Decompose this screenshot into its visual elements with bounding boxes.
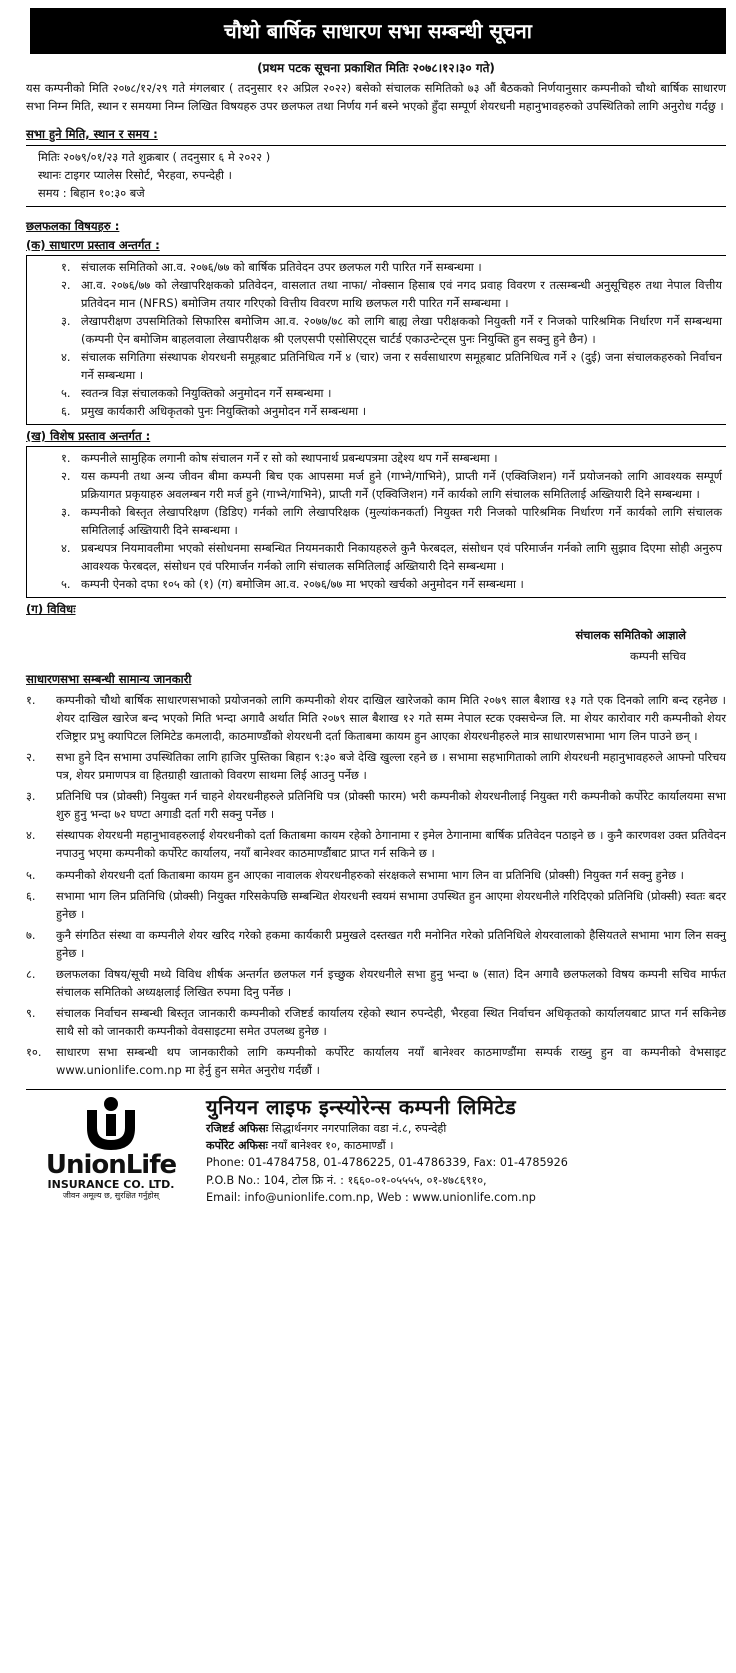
agenda-item: [61, 402, 722, 420]
info-item: [26, 787, 726, 823]
info-item-text: कम्पनीको चौथो बार्षिक साधारणसभाको प्रयोजनको लागि कम्पनीको शेयर दाखिल खारेजको काम मिति २०७९ साल बैशाख १३ गते एक दिनको लागि बन्द रहनेछ । शेयर दाखिल खारेज बन्द भएको मिति भन्दा अगावै अर्थात मिति २०७९ साल बैशाख १२ गते सम्म नेपाल स्टक एक्सचेन्ज लि. मा शेयर कारोवार गरी कम्पनीको शेयर रजिष्ट्रार प्रभु क्यापिटल लिमिटेड कमलादी, काठमाण्डौंको शेयरधनी दर्ता किताबमा कायम हुन आएका शेयरधनीहरुले मात्र साधारणसभामा भाग लिन पाउने छन् ।: [56, 693, 726, 744]
meeting-details: [26, 145, 726, 207]
info-item-number: ५.: [26, 867, 36, 882]
agenda-heading: छलफलका विषयहरु :: [26, 219, 120, 234]
agenda-item-number: ४.: [61, 541, 71, 556]
general-resolution-heading: (क) साधारण प्रस्ताव अन्तर्गत :: [26, 237, 160, 252]
corporate-office-value: नयाँ बानेश्वर १०, काठमाण्डौं ।: [267, 1139, 394, 1153]
agenda-item: [61, 384, 722, 402]
info-item: [26, 748, 726, 784]
special-resolution-list: [26, 446, 726, 598]
agenda-item-number: २.: [61, 469, 71, 484]
info-item-number: ६.: [26, 888, 36, 903]
info-item: [26, 826, 726, 862]
info-item: [26, 866, 726, 884]
general-info-list: [26, 691, 726, 1078]
agenda-item-text: स्वतन्त्र विज्ञ संचालकको नियुक्तिको अनुमोदन गर्ने सम्बन्धमा ।: [81, 385, 332, 400]
agenda-item: [61, 258, 722, 276]
agenda-item: [61, 503, 722, 539]
agenda-item-text: लेखापरीक्षण उपसमितिको सिफारिस बमोजिम आ.व. २०७७/७८ को लागि बाह्य लेखा परीक्षकको नियुक्ती गर्ने र निजको पारिश्रमिक निर्धारण गर्ने सम्बन्धमा (कम्पनी ऐन बमोजिम बाहलवाला लेखापरीक्षक श्री एलएसपी एसोसिएट्स चार्टर्ड एकाउन्टेन्ट्स पुनः नियुक्ति हुन सक्नु हुने छैन) ।: [81, 313, 722, 346]
info-item-text: संस्थापक शेयरधनी महानुभावहरुलाई शेयरधनीको दर्ता किताबमा कायम रहेको ठेगानामा र इमेल ठेगानामा बार्षिक प्रतिवेदन पठाइने छ । कुनै कारणवश उक्त प्रतिवेदन नपाउनु भएमा कम्पनीको कर्पोरेट कार्यालय, नयाँ बानेश्वर काठमाण्डौंबाट प्राप्त गर्न सकिने छ ।: [56, 828, 726, 861]
logo-wordmark: UnionLife: [45, 1149, 177, 1180]
info-item-text: सभामा भाग लिन प्रतिनिधि (प्रोक्सी) नियुक्त गरिसकेपछि सम्बन्धित शेयरधनी स्वयमं सभामा उपस्थित हुन आएमा शेयरधनीले गरिदिएको प्रतिनिधि (प्रोक्सी) स्वतः बदर हुनेछ ।: [56, 888, 726, 921]
info-item: [26, 965, 726, 1001]
info-item-text: साधारण सभा सम्बन्धी थप जानकारीको लागि कम्पनीको कर्पोरेट कार्यालय नयाँ बानेश्वर काठमाण्डौंमा सम्पर्क राख्नु हुन वा कम्पनीको वेभसाइट www.unionlife.com.np मा हेर्नु हुन समेत अनुरोध गर्दछौं ।: [56, 1044, 726, 1077]
agenda-item-text: कम्पनी ऐनको दफा १०५ को (१) (ग) बमोजिम आ.व. २०७६/७७ मा भएको खर्चको अनुमोदन गर्ने सम्बन्धमा ।: [81, 577, 524, 592]
agenda-item: [61, 312, 722, 348]
agenda-item-text: कम्पनीले सामुहिक लगानी कोष संचालन गर्ने र सो को स्थापनार्थ प्रबन्धपत्रमा उद्देश्य थप गर्ने सम्बन्धमा ।: [81, 451, 498, 466]
agenda-item-text: प्रबन्धपत्र नियमावलीमा भएको संसोधनमा सम्बन्धित नियमनकारी निकायहरुले कुनै फेरबदल, संसोधन एवं परिमार्जन गर्नको लागि सुझाव दिएमा सोही अनुरुप आवश्यक फेरबदल, संसोधन एवं परिमार्जन गर्नको लागि संचालक समितिलाई अख्तियारी दिने सम्बन्धमा ।: [81, 541, 722, 574]
contact-details: [196, 1094, 726, 1207]
registered-office-value: सिद्धार्थनगर नगरपालिका वडा नं.८, रुपन्देही: [268, 1121, 447, 1135]
company-footer: [26, 1089, 726, 1207]
registered-office: [206, 1120, 726, 1137]
info-item-number: १.: [26, 693, 36, 708]
agenda-item-number: १.: [61, 259, 71, 274]
info-item-text: छलफलका विषय/सूची मध्ये विविध शीर्षक अन्तर्गत छलफल गर्न इच्छुक शेयरधनीले सभा हुनु भन्दा ७ (सात) दिन अगावै छलफलको विषय कम्पनी सचिव मार्फत संचालक समितिको अध्यक्षलाई लिखित रुपमा दिनु पर्नेछ ।: [56, 966, 726, 999]
agenda-item-number: ५.: [61, 385, 71, 400]
agenda-item-text: संचालक समितिको आ.व. २०७६/७७ को बार्षिक प्रतिवेदन उपर छलफल गरी पारित गर्ने सम्बन्धमा ।: [81, 259, 482, 274]
agenda-item: [61, 467, 722, 503]
agenda-item-number: ६.: [61, 403, 71, 418]
signoff-role: कम्पनी सचिव: [630, 649, 686, 664]
info-item-number: ९.: [26, 1005, 36, 1020]
agenda-item-number: २.: [61, 277, 71, 292]
info-item: [26, 926, 726, 962]
logo-tagline: जीवन अमूल्य छ, सुरक्षित गर्नुहोस्: [62, 1190, 160, 1200]
general-info-heading: साधारणसभा सम्बन्धी सामान्य जानकारी: [26, 672, 192, 687]
meeting-time: समय : बिहान १०:३० बजे: [38, 186, 145, 201]
agenda-item-number: ४.: [61, 349, 71, 364]
agenda-item-text: संचालक सगितिगा संस्थापक शेयरधनी समूहबाट प्रतिनिधित्व गर्ने ४ (चार) जना र सर्वसाधारण समूहबाट प्रतिनिधित्व गर्ने २ (दुई) जना संचालकहरुको निर्वाचन गर्ने सम्बन्धमा ।: [81, 349, 722, 382]
agenda-item-number: ३.: [61, 313, 71, 328]
po-box-tollfree: P.O.B No.: 104, टोल फ्रि नं. : १६६०-०१-०५५५५, ०१-४७८६९१०,: [206, 1173, 487, 1187]
intro-paragraph: यस कम्पनीको मिति २०७८/१२/२९ गते मंगलबार ( तदनुसार १२ अप्रिल २०२२) बसेको संचालक समितिको ७३ औं बैठकको निर्णयानुसार कम्पनीको चौथो बार्षिक साधारण सभा निम्न मिति, स्थान र समयमा निम्न लिखित विषयहरु उपर छलफल तथा निर्णय गर्न बस्ने भएको हुँदा सम्पूर्ण शेयरधनी महानुभावहरुको उपस्थितिको लागि अनुरोध गर्दछु ।: [26, 80, 726, 113]
phone-fax: Phone: 01-4784758, 01-4786225, 01-4786339, Fax: 01-4785926: [206, 1156, 568, 1170]
company-name: युनियन लाइफ इन्स्योरेन्स कम्पनी लिमिटेड: [206, 1094, 517, 1119]
info-item-number: १०.: [26, 1044, 42, 1059]
agenda-item: [61, 348, 722, 384]
info-item-text: कुनै संगठित संस्था वा कम्पनीले शेयर खरिद गरेको हकमा कार्यकारी प्रमुखले दस्तखत गरी मनोनित गरेको प्रतिनिधिले शेयरवालाको हैसियतले सभामा भाग लिन सक्नु हुनेछ ।: [56, 927, 726, 960]
agenda-item-number: ५.: [61, 577, 71, 592]
meeting-place: स्थानः टाइगर प्यालेस रिसोर्ट, भैरहवा, रुपन्देही ।: [38, 168, 232, 183]
info-item-text: कम्पनीको शेयरधनी दर्ता किताबमा कायम हुन आएका नावालक शेयरधनीहरुको संरक्षकले सभामा भाग लिन वा प्रतिनिधि (प्रोक्सी) नियुक्त गर्न सक्नु हुनेछ ।: [56, 867, 684, 882]
info-item: [26, 1043, 726, 1079]
info-item-number: ४.: [26, 828, 36, 843]
agenda-item-text: कम्पनीको बिस्तृत लेखापरिक्षण (डिडिए) गर्नको लागि लेखापरिक्षक (मुल्यांकनकर्ता) नियुक्त गरी निजको पारिश्रमिक निर्धारण गर्ने कार्यको लागि संचालक समितिलाई अख्तियारी दिने सम्बन्धमा ।: [81, 505, 722, 538]
general-resolution-list: [26, 255, 726, 425]
meeting-date: मितिः २०७९/०१/२३ गते शुक्रबार ( तदनुसार ६ मे २०२२ ): [38, 150, 271, 165]
special-resolution-heading: (ख) विशेष प्रस्ताव अन्तर्गत :: [26, 428, 151, 443]
info-item-text: सभा हुने दिन सभामा उपस्थितिका लागि हाजिर पुस्तिका बिहान ९:३० बजे देखि खुल्ला रहने छ । सभामा सहभागिताको लागि शेयरधनी महानुभावहरुले आफ्नो परिचय पत्र, शेयर प्रमाणपत्र वा हितग्राही खाताको विवरण साथमा लिई आउनु पर्नेछ ।: [56, 750, 726, 783]
info-item-number: ३.: [26, 789, 36, 804]
agenda-item: [61, 575, 722, 593]
notice-title-banner: चौथो बार्षिक साधारण सभा सम्बन्धी सूचना: [30, 8, 726, 54]
meeting-heading: सभा हुने मिति, स्थान र समय :: [26, 126, 158, 141]
info-item-text: प्रतिनिधि पत्र (प्रोक्सी) नियुक्त गर्न चाहने शेयरधनीहरुले प्रतिनिधि पत्र (प्रोक्सी फारम) भरी कम्पनीको शेयरधनीलाई नियुक्त गरी कम्पनीको कर्पोरेट कार्यालयमा सभा शुरु हुनु भन्दा ७२ घण्टा अगाडी दर्ता गरी सक्नु पर्नेछ ।: [56, 789, 726, 822]
agenda-item: [61, 449, 722, 467]
signoff-block: [26, 625, 726, 668]
info-item-number: २.: [26, 750, 36, 765]
company-logo: [26, 1094, 196, 1207]
agenda-item: [61, 276, 722, 312]
email-web: Email: info@unionlife.com.np, Web : www.unionlife.com.np: [206, 1191, 536, 1205]
info-item: [26, 691, 726, 745]
logo-subtitle: INSURANCE CO. LTD.: [47, 1177, 175, 1191]
info-item-number: ७.: [26, 927, 36, 942]
agenda-item-number: १.: [61, 451, 71, 466]
publication-date-note: (प्रथम पटक सूचना प्रकाशित मितिः २०७८।१२।३० गते): [257, 61, 495, 75]
corporate-office: [206, 1137, 726, 1154]
info-item: [26, 887, 726, 923]
miscellaneous-heading: (ग) विविधः: [26, 602, 76, 617]
agenda-item-number: ३.: [61, 505, 71, 520]
info-item-number: ८.: [26, 966, 36, 981]
agenda-item: [61, 539, 722, 575]
registered-office-label: रजिष्टर्ड अफिसः: [206, 1121, 269, 1135]
signoff-authority: संचालक समितिको आज्ञाले: [575, 627, 686, 642]
agenda-item-text: आ.व. २०७६/७७ को लेखापरिक्षकको प्रतिवेदन, वासलात तथा नाफा/ नोक्सान हिसाब एवं नगद प्रवाह विवरण र तत्सम्बन्धी अनुसूचिहरु तथा नेपाल वित्तीय प्रतिवेदन मान (NFRS) बमोजिम तयार गरिएको वित्तीय विवरण माथि छलफल गरी पारित गर्ने सम्बन्धमा ।: [81, 277, 722, 310]
union-life-emblem-icon: [79, 1094, 143, 1152]
agenda-item-text: प्रमुख कार्यकारी अधिकृतको पुनः नियुक्तिको अनुमोदन गर्ने सम्बन्धमा ।: [81, 403, 367, 418]
agenda-item-text: यस कम्पनी तथा अन्य जीवन बीमा कम्पनी बिच एक आपसमा मर्ज हुने (गाभ्ने/गाभिने), प्राप्ती गर्ने (एक्विजिशन) गर्ने प्रयोजनको लागि आवश्यक सम्पूर्ण प्रक्रियागत प्रकृयाहरु अवलम्बन गरी मर्ज हुने (गाभ्ने/गाभिने), प्राप्ती गर्ने (एक्विजिशन) गर्ने कार्यको लागि संचालक समितिलाई अख्तियारी दिने सम्बन्धमा ।: [81, 469, 722, 502]
info-item-text: संचालक निर्वाचन सम्बन्धी बिस्तृत जानकारी कम्पनीको रजिष्टर्ड कार्यालय रहेको स्थान रुपन्देही, भैरहवा स्थित निर्वाचन अधिकृतको कार्यालयबाट प्राप्त गर्न सकिनेछ साथै सो को जानकारी कम्पनीको वेवसाइटमा समेत उपलब्ध हुनेछ ।: [56, 1005, 726, 1038]
info-item: [26, 1004, 726, 1040]
corporate-office-label: कर्पोरेट अफिसः: [206, 1139, 268, 1153]
